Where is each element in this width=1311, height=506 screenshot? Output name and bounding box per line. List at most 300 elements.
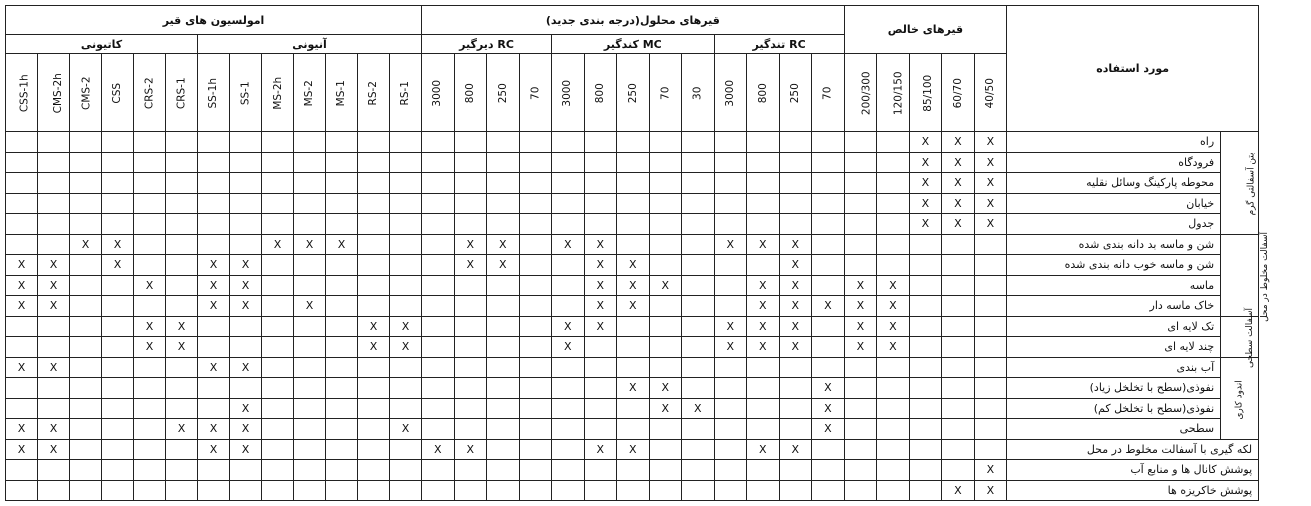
x-mark: X (921, 155, 930, 169)
mark-cell (649, 460, 682, 481)
mark-cell (38, 337, 70, 358)
column-header-label: MS-2h (272, 76, 285, 110)
mark-cell (909, 193, 942, 214)
mark-cell (812, 296, 845, 317)
column-header (262, 54, 294, 132)
mark-cell (877, 316, 910, 337)
mark-cell (649, 152, 682, 173)
mark-cell (294, 193, 326, 214)
mark-cell (198, 398, 230, 419)
mark-cell (747, 460, 780, 481)
mark-cell (358, 460, 390, 481)
x-mark: X (726, 340, 735, 354)
mark-cell (102, 480, 134, 501)
x-mark: X (856, 319, 865, 333)
x-mark: X (759, 237, 767, 251)
mark-cell (714, 132, 747, 153)
mark-cell (584, 316, 617, 337)
column-header (552, 54, 585, 132)
mark-cell (454, 398, 487, 419)
usage-label: راه (1007, 132, 1221, 153)
mark-cell (6, 234, 38, 255)
header-pure-bitumen: قیرهای خالص (844, 6, 1007, 54)
mark-cell (942, 275, 975, 296)
x-mark: X (369, 319, 378, 333)
mark-cell (844, 275, 877, 296)
mark-cell (714, 357, 747, 378)
mark-cell (844, 337, 877, 358)
mark-cell (198, 357, 230, 378)
mark-cell (102, 439, 134, 460)
mark-cell (70, 398, 102, 419)
mark-cell (942, 460, 975, 481)
mark-cell (682, 480, 715, 501)
mark-cell (422, 378, 455, 399)
mark-cell (779, 296, 812, 317)
column-header (6, 54, 38, 132)
x-mark: X (113, 258, 122, 272)
mark-cell (519, 460, 552, 481)
usage-label: نفوذی(سطح با تخلخل کم) (1007, 398, 1221, 419)
mark-cell (326, 419, 358, 440)
mark-cell (519, 152, 552, 173)
mark-cell (102, 132, 134, 153)
x-mark: X (629, 278, 637, 292)
mark-cell (974, 337, 1007, 358)
mark-cell (134, 460, 166, 481)
column-header-label: 800 (464, 82, 477, 104)
mark-cell (617, 480, 650, 501)
x-mark: X (661, 381, 670, 395)
mark-cell (812, 378, 845, 399)
mark-cell (877, 234, 910, 255)
mark-cell (909, 296, 942, 317)
x-mark: X (145, 340, 154, 354)
mark-cell (682, 275, 715, 296)
column-header-label: CSS (111, 82, 124, 104)
x-mark: X (791, 340, 800, 354)
mark-cell (134, 316, 166, 337)
mark-cell (487, 419, 520, 440)
mark-cell (942, 152, 975, 173)
mark-cell (812, 337, 845, 358)
mark-cell (844, 296, 877, 317)
x-mark: X (726, 319, 735, 333)
mark-cell (422, 132, 455, 153)
mark-cell (230, 193, 262, 214)
mark-cell (617, 255, 650, 276)
mark-cell (974, 419, 1007, 440)
header-usage: مورد استفاده (1007, 6, 1259, 132)
mark-cell (909, 419, 942, 440)
mark-cell (70, 480, 102, 501)
mark-cell (262, 214, 294, 235)
header-mc: کندگیر MC (552, 35, 715, 54)
x-mark: X (305, 237, 314, 251)
x-mark: X (305, 299, 314, 313)
mark-cell (812, 275, 845, 296)
mark-cell (294, 234, 326, 255)
mark-cell (230, 419, 262, 440)
column-header (134, 54, 166, 132)
mark-cell (358, 378, 390, 399)
mark-cell (102, 173, 134, 194)
x-mark: X (49, 278, 58, 292)
mark-cell (326, 173, 358, 194)
mark-cell (326, 378, 358, 399)
mark-cell (166, 234, 198, 255)
mark-cell (6, 132, 38, 153)
mark-cell (909, 439, 942, 460)
mark-cell (714, 480, 747, 501)
column-header-label: CRS-1 (175, 77, 188, 109)
x-mark: X (824, 299, 832, 313)
column-header (584, 54, 617, 132)
mark-cell (584, 419, 617, 440)
mark-cell (70, 337, 102, 358)
mark-cell (166, 132, 198, 153)
column-header-label: 800 (594, 82, 607, 104)
mark-cell (682, 378, 715, 399)
mark-cell (422, 439, 455, 460)
mark-cell (390, 234, 422, 255)
mark-cell (38, 316, 70, 337)
mark-cell (682, 193, 715, 214)
x-mark: X (954, 483, 962, 497)
mark-cell (909, 460, 942, 481)
mark-cell (552, 193, 585, 214)
usage-group-label (1221, 357, 1259, 439)
mark-cell (714, 193, 747, 214)
mark-cell (812, 460, 845, 481)
x-mark: X (759, 340, 767, 354)
table-row (6, 398, 1259, 419)
mark-cell (584, 357, 617, 378)
mark-cell (714, 337, 747, 358)
mark-cell (877, 173, 910, 194)
mark-cell (262, 193, 294, 214)
mark-cell (974, 152, 1007, 173)
column-header-label: 70 (659, 86, 672, 100)
mark-cell (294, 439, 326, 460)
mark-cell (70, 152, 102, 173)
x-mark: X (856, 340, 865, 354)
mark-cell (70, 439, 102, 460)
mark-cell (584, 152, 617, 173)
mark-cell (102, 275, 134, 296)
mark-cell (942, 234, 975, 255)
column-header (38, 54, 70, 132)
x-mark: X (434, 442, 442, 456)
x-mark: X (629, 299, 637, 313)
mark-cell (942, 255, 975, 276)
x-mark: X (954, 217, 962, 231)
mark-cell (649, 255, 682, 276)
mark-cell (974, 296, 1007, 317)
mark-cell (38, 173, 70, 194)
mark-cell (714, 296, 747, 317)
mark-cell (134, 378, 166, 399)
mark-cell (6, 337, 38, 358)
mark-cell (747, 152, 780, 173)
mark-cell (166, 152, 198, 173)
mark-cell (844, 460, 877, 481)
mark-cell (326, 255, 358, 276)
mark-cell (166, 439, 198, 460)
mark-cell (942, 193, 975, 214)
mark-cell (877, 255, 910, 276)
mark-cell (6, 439, 38, 460)
mark-cell (519, 132, 552, 153)
mark-cell (390, 439, 422, 460)
mark-cell (714, 234, 747, 255)
x-mark: X (986, 217, 995, 231)
x-mark: X (49, 422, 58, 436)
mark-cell (649, 378, 682, 399)
mark-cell (519, 316, 552, 337)
x-mark: X (596, 237, 605, 251)
mark-cell (519, 419, 552, 440)
mark-cell (584, 460, 617, 481)
mark-cell (262, 378, 294, 399)
mark-cell (422, 234, 455, 255)
mark-cell (294, 337, 326, 358)
usage-label: پوشش خاکریزه ها (1007, 480, 1259, 501)
mark-cell (230, 132, 262, 153)
mark-cell (102, 234, 134, 255)
mark-cell (519, 234, 552, 255)
mark-cell (974, 234, 1007, 255)
mark-cell (487, 398, 520, 419)
mark-cell (649, 296, 682, 317)
mark-cell (812, 357, 845, 378)
mark-cell (747, 173, 780, 194)
mark-cell (198, 337, 230, 358)
mark-cell (649, 234, 682, 255)
mark-cell (714, 398, 747, 419)
mark-cell (812, 193, 845, 214)
mark-cell (70, 275, 102, 296)
column-header (714, 54, 747, 132)
mark-cell (262, 337, 294, 358)
mark-cell (6, 357, 38, 378)
mark-cell (649, 316, 682, 337)
table-row (6, 152, 1259, 173)
mark-cell (422, 296, 455, 317)
mark-cell (262, 439, 294, 460)
mark-cell (230, 398, 262, 419)
mark-cell (779, 275, 812, 296)
mark-cell (682, 234, 715, 255)
mark-cell (454, 193, 487, 214)
mark-cell (262, 357, 294, 378)
mark-cell (974, 398, 1007, 419)
mark-cell (454, 460, 487, 481)
x-mark: X (17, 278, 26, 292)
mark-cell (38, 357, 70, 378)
usage-label: جدول (1007, 214, 1221, 235)
mark-cell (390, 357, 422, 378)
column-header-label: CMS-2 (80, 76, 93, 110)
table-row (6, 316, 1259, 337)
x-mark: X (466, 258, 475, 272)
mark-cell (326, 214, 358, 235)
mark-cell (38, 193, 70, 214)
mark-cell (134, 337, 166, 358)
mark-cell (454, 480, 487, 501)
x-mark: X (791, 299, 800, 313)
mark-cell (326, 337, 358, 358)
mark-cell (552, 398, 585, 419)
mark-cell (294, 152, 326, 173)
mark-cell (487, 378, 520, 399)
mark-cell (38, 419, 70, 440)
mark-cell (552, 316, 585, 337)
mark-cell (166, 337, 198, 358)
x-mark: X (369, 340, 378, 354)
mark-cell (812, 316, 845, 337)
mark-cell (877, 152, 910, 173)
usage-label: شن و ماسه خوب دانه بندی شده (1007, 255, 1221, 276)
mark-cell (747, 255, 780, 276)
mark-cell (358, 419, 390, 440)
x-mark: X (726, 237, 735, 251)
mark-cell (909, 234, 942, 255)
column-header (422, 54, 455, 132)
mark-cell (166, 398, 198, 419)
x-mark: X (177, 340, 186, 354)
usage-label: خیابان (1007, 193, 1221, 214)
mark-cell (519, 398, 552, 419)
mark-cell (134, 419, 166, 440)
x-mark: X (241, 422, 250, 436)
mark-cell (617, 152, 650, 173)
mark-cell (552, 255, 585, 276)
mark-cell (454, 337, 487, 358)
mark-cell (812, 234, 845, 255)
mark-cell (422, 398, 455, 419)
mark-cell (102, 296, 134, 317)
mark-cell (519, 214, 552, 235)
mark-cell (942, 296, 975, 317)
mark-cell (617, 275, 650, 296)
column-header-label: CRS-2 (143, 77, 156, 109)
mark-cell (877, 460, 910, 481)
x-mark: X (921, 176, 930, 190)
mark-cell (747, 296, 780, 317)
mark-cell (779, 132, 812, 153)
table-row (6, 234, 1259, 255)
mark-cell (262, 460, 294, 481)
mark-cell (519, 439, 552, 460)
mark-cell (974, 378, 1007, 399)
mark-cell (519, 480, 552, 501)
mark-cell (519, 173, 552, 194)
mark-cell (714, 152, 747, 173)
mark-cell (649, 173, 682, 194)
mark-cell (844, 234, 877, 255)
mark-cell (422, 193, 455, 214)
mark-cell (779, 480, 812, 501)
x-mark: X (629, 381, 637, 395)
mark-cell (390, 132, 422, 153)
mark-cell (942, 316, 975, 337)
x-mark: X (629, 258, 637, 272)
column-header (942, 54, 975, 132)
mark-cell (552, 234, 585, 255)
mark-cell (584, 480, 617, 501)
mark-cell (230, 439, 262, 460)
mark-cell (747, 316, 780, 337)
mark-cell (358, 152, 390, 173)
mark-cell (552, 357, 585, 378)
mark-cell (6, 152, 38, 173)
x-mark: X (596, 299, 605, 313)
mark-cell (714, 419, 747, 440)
mark-cell (942, 378, 975, 399)
mark-cell (198, 234, 230, 255)
mark-cell (942, 337, 975, 358)
mark-cell (909, 152, 942, 173)
mark-cell (844, 214, 877, 235)
mark-cell (166, 275, 198, 296)
mark-cell (617, 337, 650, 358)
usage-group-text: اندود کاری (1234, 379, 1245, 420)
header-rc-slow: دیرگیر RC (422, 35, 552, 54)
mark-cell (166, 255, 198, 276)
mark-cell (942, 173, 975, 194)
mark-cell (649, 193, 682, 214)
mark-cell (198, 275, 230, 296)
mark-cell (747, 378, 780, 399)
column-header (974, 54, 1007, 132)
table-row (6, 419, 1259, 440)
x-mark: X (629, 442, 637, 456)
mark-cell (166, 214, 198, 235)
mark-cell (519, 357, 552, 378)
mark-cell (38, 439, 70, 460)
mark-cell (38, 296, 70, 317)
mark-cell (552, 419, 585, 440)
column-header-label: 200/300 (860, 71, 873, 115)
header-cationic: کاتیونی (6, 35, 198, 54)
mark-cell (877, 275, 910, 296)
usage-label: چند لایه ای (1007, 337, 1221, 358)
x-mark: X (986, 176, 995, 190)
mark-cell (166, 357, 198, 378)
column-header (909, 54, 942, 132)
mark-cell (230, 296, 262, 317)
mark-cell (102, 152, 134, 173)
column-header-label: CMS-2h (51, 72, 64, 114)
mark-cell (942, 132, 975, 153)
mark-cell (326, 439, 358, 460)
mark-cell (877, 378, 910, 399)
mark-cell (358, 357, 390, 378)
column-header (779, 54, 812, 132)
mark-cell (294, 316, 326, 337)
header-cutback: قیرهای محلول(درجه بندی جدید) (422, 6, 845, 35)
x-mark: X (596, 442, 605, 456)
mark-cell (166, 316, 198, 337)
mark-cell (454, 296, 487, 317)
column-header (617, 54, 650, 132)
mark-cell (487, 439, 520, 460)
usage-label: فرودگاه (1007, 152, 1221, 173)
table-row (6, 255, 1259, 276)
mark-cell (262, 152, 294, 173)
mark-cell (682, 357, 715, 378)
